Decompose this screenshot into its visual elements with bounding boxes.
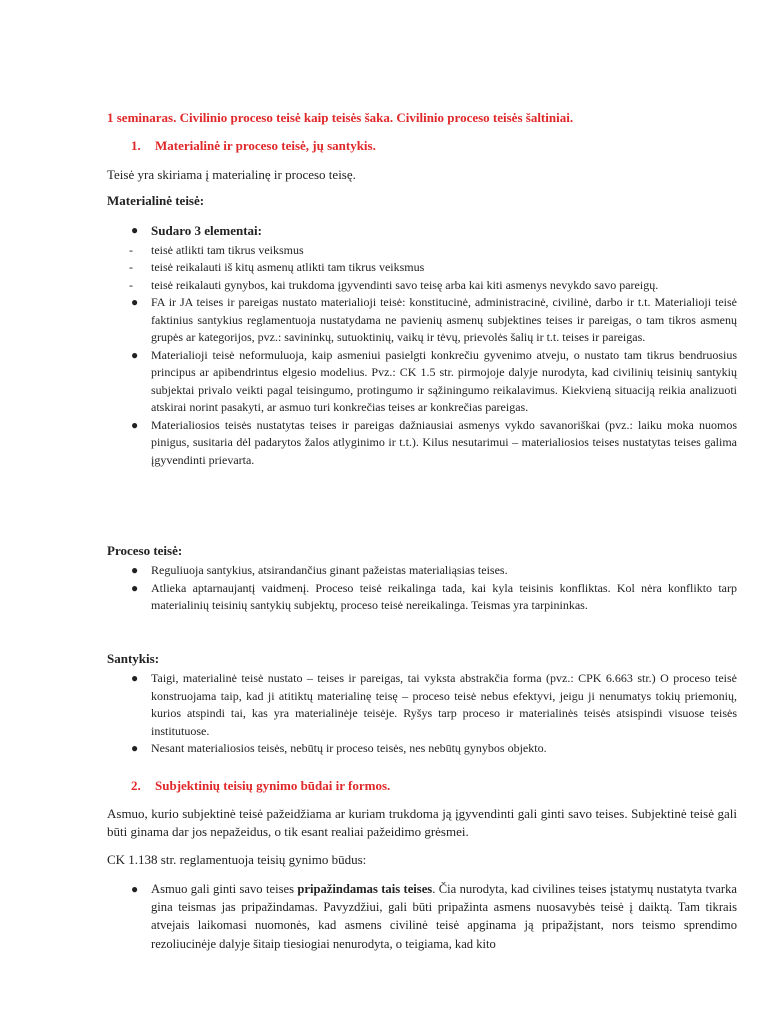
bullet-icon: ● [131,563,139,577]
document-title: 1 seminaras. Civilinio proceso teisė kaip teisės šaka. Civilinio proceso teisės šaltiniai. [107,110,574,125]
section-1-intro: Teisė yra skiriama į materialinę ir proceso teisę. [107,167,356,182]
section-2-heading [131,778,390,794]
bullet-icon: ● [131,417,139,432]
section-2-bullets [107,880,737,953]
section-2-paragraph-2: CK 1.138 str. reglamentuoja teisių gynimo būdus: [107,852,367,867]
bullet-icon: ● [131,580,139,595]
bullet-icon: ● [131,671,139,685]
list-item: - teisė reikalauti iš kitų asmenų atlikti tam tikrus veiksmus [151,259,737,277]
list-item [107,222,737,294]
materialine-bullets [107,222,737,469]
bullet-icon: ● [131,223,139,237]
elements-title: Sudaro 3 elementai: [151,223,262,238]
list-item: ● Materialioji teisė neformuluoja, kaip asmeniui pasielgti konkrečiu gyvenimo atveju, o nustato tam tikrus bendruosius principus ar apibendrintus elgesio modelius. Pvz.: CK 1.5 str. pirmojoje dalyje nurodyta, kad civilinių teisinių santykių subjektai privalo veikti pagal teisingumo, protingumo ir sąžiningumo reikalavimus. Kiekvieną situaciją reikia analizuoti atskirai norint pasakyti, ar asmuo turi konkrečias teises ar konkrečias pareigas. [131,347,737,414]
proceso-bullets [107,562,737,615]
bullet-icon: ● [131,882,139,896]
section-1-heading-text: Materialinė ir proceso teisė, jų santykis. [155,138,376,153]
section-1-number: 1. [131,138,141,153]
list-item: ● Nesant materialiosios teisės, nebūtų ir proceso teisės, nes nebūtų gynybos objekto. [107,740,737,758]
bullet-icon: ● [131,347,139,362]
santykis-label: Santykis: [107,651,160,666]
section-2-paragraph-1: Asmuo, kurio subjektinė teisė pažeidžiama ar kuriam trukdoma ją įgyvendinti gali ginti savo teises. Subjektinė teisė gali būti ginama dar jos nepažeidus, o tik esant realiai pažeidimo grėsmei. [107,806,737,839]
list-item: ● Asmuo gali ginti savo teises pripažindamas tais teises. Čia nurodyta, kad civilines teises įstatymų nustatyta tvarka gina teismas jas pripažindamas. Pavyzdžiui, gali būti pripažinta asmens nuosavybės teisė į daiktą. Tam tikrais atvejais laikomasi nuomonės, kad asmens civilinė teisė apginama ją pripažįstant, nors teismo sprendimo rezoliucinėje dalyje šitaip tiesiogiai nenurodyta, o teigiama, kad kito [131,882,738,951]
dash-icon: - [129,277,133,292]
list-item: ● FA ir JA teises ir pareigas nustato materialioji teisė: konstitucinė, administracinė, civilinė, darbo ir t.t. Materialioji teisė faktinius santykius reglamentuoja nustatydama ne pavienių asmenų subjektines teises ir pareigas, o tam tikros asmenų grupės ar kategorijos, pvz.: savininkų, sutuoktinių, vaikų ir tėvų, prievolės šalių ir t.t. teises ir pareigas. [131,295,737,344]
list-item: - teisė atlikti tam tikrus veiksmus [151,242,737,260]
bullet-icon: ● [131,741,139,755]
dash-icon: - [129,260,133,274]
dash-icon: - [129,242,133,257]
emphasis-text: pripažindamas tais teises [297,882,433,896]
section-1-heading [131,138,376,154]
elements-list [129,242,737,295]
section-2-heading-text: Subjektinių teisių gynimo būdai ir formos. [155,778,391,793]
proceso-label: Proceso teisė: [107,543,183,558]
materialine-label: Materialinė teisė: [107,193,205,208]
list-item: - teisė reikalauti gynybos, kai trukdoma įgyvendinti savo teisę arba kai kiti asmenys nevykdo savo pareigų. [151,277,737,295]
list-item: ● Reguliuoja santykius, atsirandančius ginant pažeistas materialiąsias teises. [107,562,737,580]
list-item: ● Materialiosios teisės nustatytas teises ir pareigas dažniausiai asmenys vykdo savanoriškai (pvz.: laiku moka nuomos pinigus, susitaria dėl padarytos žalos atlyginimo ir t.t.). Kilus nesutarimui – materialiosios teises nustatytas teises galima įgyvendinti prievarta. [131,417,737,467]
list-item: ● Atlieka aptarnaujantį vaidmenį. Proceso teisė reikalinga tada, kai kyla teisinis konfliktas. Kol nėra konflikto tarp materialinių teisinių santykių subjektų, proceso teisė nereikalinga. Teismas yra tarpininkas. [131,580,737,612]
bullet-icon: ● [131,295,139,309]
santykis-bullets [107,670,737,758]
list-item: ● Taigi, materialinė teisė nustato – teises ir pareigas, tai vyksta abstrakčia forma (pvz.: CPK 6.663 str.) O proceso teisė konstruojama taip, kad ji atitiktų materialinę teisę – proceso teisė nebus efektyvi, jeigu ji nenumatys tokių priemonių, kurios atspindi tai, kas yra materialinėje teisėje. Ryšys tarp proceso ir materialinės teisės atsispindi visuose teisės institutuose. [131,671,737,738]
section-2-number: 2. [131,778,141,793]
